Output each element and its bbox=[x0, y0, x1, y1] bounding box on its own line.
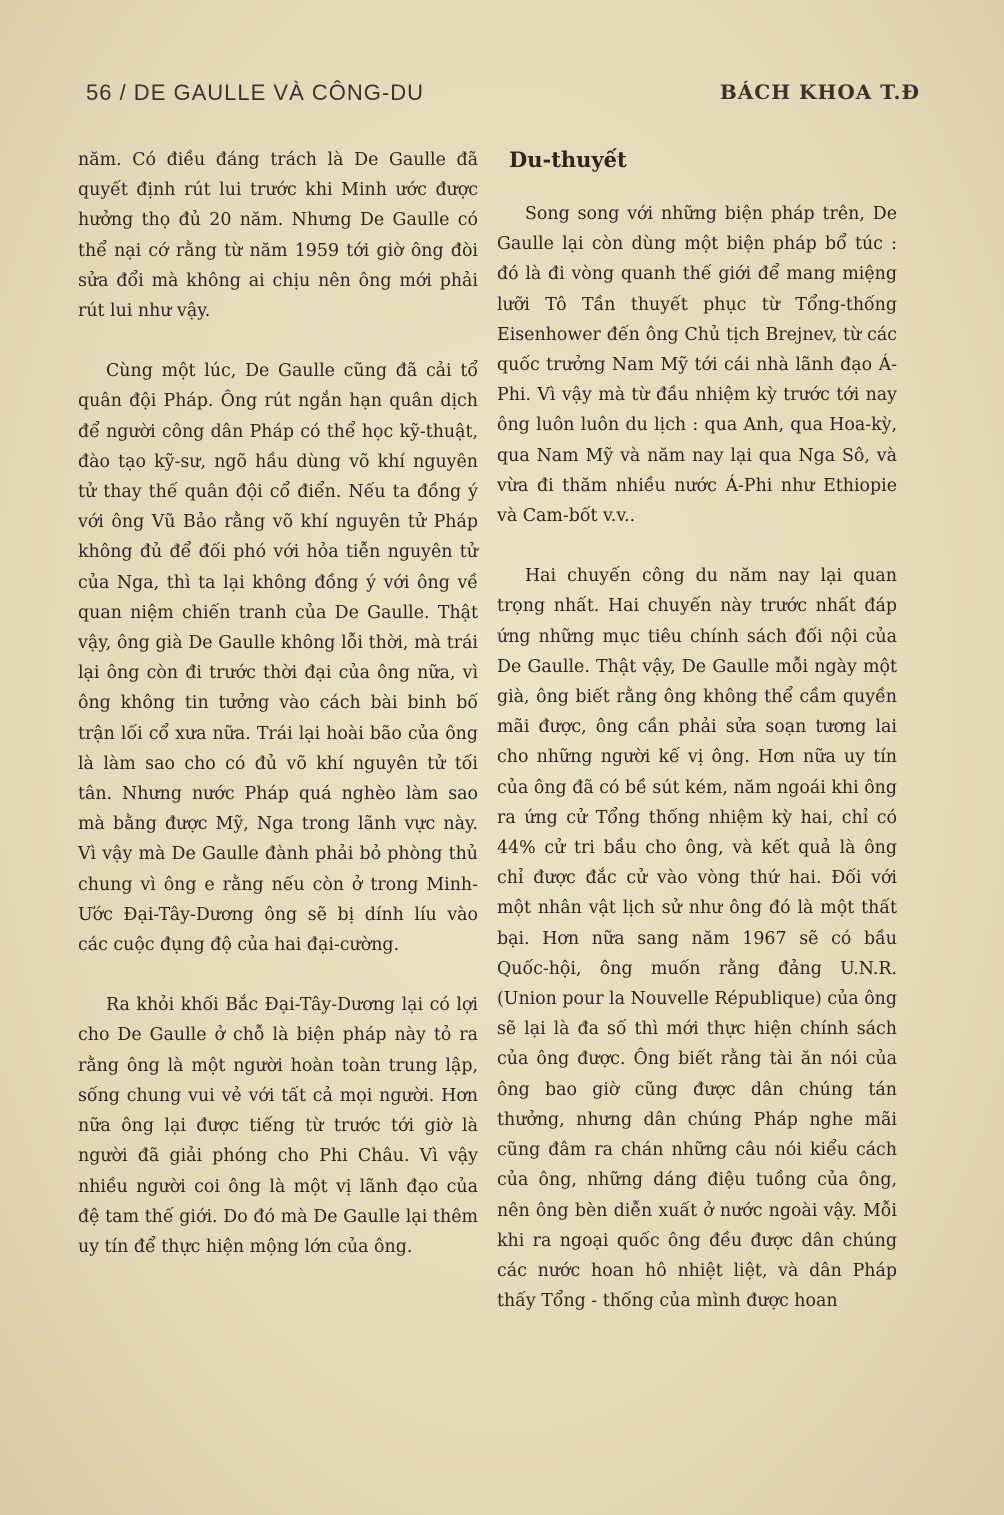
paragraph: Ra khỏi khối Bắc Đại-Tây-Dương lại có lợi cho De Gaulle ở chỗ là biện pháp này tỏ ra rằng ông là một người hoàn toàn trung lập, sống chung vui vẻ với tất cả mọi người. Hơn nữa ông lại được tiếng từ trước tới giờ là người đã giải phóng cho Phi Châu. Vì vậy nhiều người coi ông là một vị lãnh đạo của đệ tam thế giới. Do đó mà De Gaulle lại thêm uy tín để thực hiện mộng lớn của ông. bbox=[78, 995, 478, 1257]
paragraph: Hai chuyến công du năm nay lại quan trọng nhất. Hai chuyến này trước nhất đáp ứng những mục tiêu chính sách đối nội của De Gaulle. Thật vậy, De Gaulle mỗi ngày một già, ông biết rằng ông không thể cầm quyền mãi được, ông cần phải sửa soạn tương lai cho những người kế vị ông. Hơn nữa uy tín của ông đã có bề sút kém, năm ngoái khi ông ra ứng cử Tổng thống nhiệm kỳ hai, chỉ có 44% cử tri bầu cho ông, và kết quả là ông chỉ được đắc cử vào vòng thứ hai. Đối với một nhân vật lịch sử như ông đó là một thất bại. Hơn nữa sang năm 1967 sẽ có bầu Quốc-hội, ông muốn rằng đảng U.N.R. (Union pour la Nouvelle République) của ông sẽ lại là đa số thì mới thực hiện chính sách của ông được. Ông biết rằng tài ăn nói của ông bao giờ cũng được dân chúng tán thưởng, nhưng dân chúng Pháp nghe mãi cũng đâm ra chán những câu nói kiểu cách của ông, những dáng điệu tuồng của ông, nên ông bèn diễn xuất ở nước ngoài vậy. Mỗi khi ra ngoại quốc ông đều được dân chúng các nước hoan hô nhiệt liệt, và dân Pháp thấy Tổng - thống của mình được hoan bbox=[497, 566, 898, 1312]
magazine-name: BÁCH KHOA T.Đ bbox=[719, 80, 920, 104]
paragraph: Cùng một lúc, De Gaulle cũng đã cải tổ quân đội Pháp. Ông rút ngắn hạn quân dịch để người công dân Pháp có thể học kỹ-thuật, đào tạo kỹ-sư, ngõ hầu dùng võ khí nguyên tử thay thế quân đội cổ điển. Nếu ta đồng ý với ông Vũ Bảo rằng võ khí nguyên tử Pháp không đủ để đối phó với hỏa tiễn nguyên tử của Nga, thì ta lại không đồng ý với ông về quan niệm chiến tranh của De Gaulle. Thật vậy, ông già De Gaulle không lỗi thời, mà trái lại ông còn đi trước thời đại của ông nữa, vì ông không tin tưởng vào cách bài binh bố trận lối cổ xưa nữa. Trái lại hoài bão của ông là làm sao cho có đủ võ khí nguyên tử tối tân. Nhưng nước Pháp quá nghèo làm sao mà bằng được Mỹ, Nga trong lãnh vực này. Vì vậy mà De Gaulle đành phải bỏ phòng thủ chung vì ông e rằng nếu còn ở trong Minh-Ước Đại-Tây-Dương ông sẽ bị dính líu vào các cuộc đụng độ của hai đại-cường. bbox=[78, 361, 478, 956]
page-header bbox=[86, 80, 920, 112]
left-column bbox=[78, 145, 478, 1292]
section-title: Du-thuyết bbox=[509, 147, 627, 172]
header-title: 56 / DE GAULLE VÀ CÔNG-DU bbox=[86, 80, 424, 105]
paragraph: năm. Có điều đáng trách là De Gaulle đã quyết định rút lui trước khi Minh ước được hưởng thọ đủ 20 năm. Nhưng De Gaulle có thể nại cớ rằng từ năm 1959 tới giờ ông đòi sửa đổi mà không ai chịu nên ông mới phải rút lui như vậy. bbox=[78, 150, 478, 322]
paragraph: Song song với những biện pháp trên, De Gaulle lại còn dùng một biện pháp bổ túc : đó là đi vòng quanh thế giới để mang miệng lưỡi Tô Tần thuyết phục từ Tổng-thống Eisenhower đến ông Chủ tịch Brejnev, từ các quốc trưởng Nam Mỹ tới cái nhà lãnh đạo Á-Phi. Vì vậy mà từ đầu nhiệm kỳ trước tới nay ông luôn luôn du lịch : qua Anh, qua Hoa-kỳ, qua Nam Mỹ và năm nay lại qua Nga Sô, và vừa đi thăm nhiều nước Á-Phi như Ethiopie và Cam-bốt v.v.. bbox=[497, 204, 897, 527]
right-column bbox=[497, 145, 897, 1346]
